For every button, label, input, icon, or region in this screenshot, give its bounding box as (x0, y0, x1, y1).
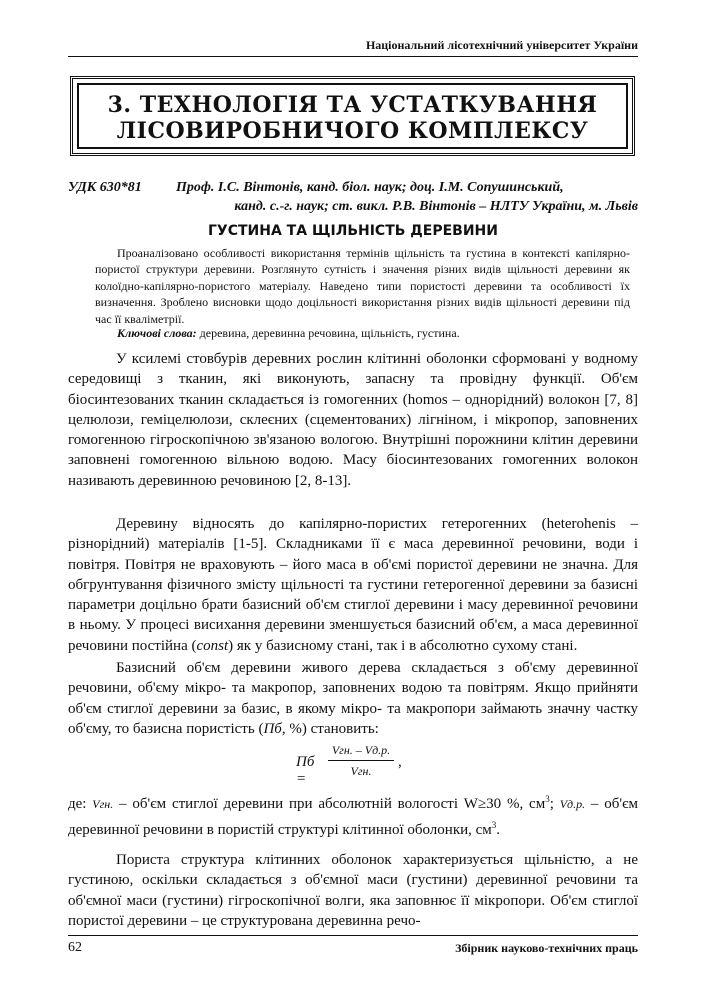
authors-line-1: Проф. І.С. Вінтонів, канд. біол. наук; доц. І.М. Сопушинський, (176, 180, 564, 195)
porosity-symbol: Пб (263, 720, 282, 737)
running-header: Національний лісотехнічний університет України (365, 38, 638, 52)
keywords-label: Ключові слова: (117, 326, 197, 340)
body-paragraph-2 (68, 514, 638, 656)
udk-code: УДК 630*81 (68, 180, 142, 195)
abstract-text: Проаналізовано особливості використання термінів щільність та густина в контексті капілярно-пористої структури деревини. Розглянуто сутність і значення різних видів щільності деревини як колоїдно-капілярно-пористого матеріалу. Наведено типи пористості деревини та особливості їх визначення. Зроблено висновки щодо доцільності використання різних видів щільності деревини під час її кваліметрії. (95, 246, 630, 326)
section-title-line-2: ЛІСОВИРОБНИЧОГО КОМПЛЕКСУ (116, 118, 589, 144)
body-paragraph-4 (68, 850, 638, 931)
formula-numerator: Vгн. – Vд.р. (331, 743, 391, 757)
formula-lhs: Пб = (296, 754, 315, 787)
const-term: const (196, 637, 229, 654)
period: . (496, 822, 501, 838)
article-title: ГУСТИНА ТА ЩІЛЬНІСТЬ ДЕРЕВИНИ (208, 223, 498, 239)
keywords (95, 325, 630, 341)
authors-line-2: канд. с.-г. наук; ст. викл. Р.В. Вінтонів – НЛТУ України, м. Львів (234, 199, 638, 214)
symbol-v-dr: Vд.р. (559, 797, 586, 811)
formula-fraction (328, 742, 394, 779)
separator: ; (549, 796, 560, 812)
superscript: 3 (491, 820, 497, 830)
section-title-line-1: 3. ТЕХНОЛОГІЯ ТА УСТАТКУВАННЯ (107, 92, 598, 118)
body-paragraph-3 (68, 658, 638, 739)
formula-comma: , (398, 754, 402, 770)
formula-denominator: Vгн. (350, 764, 372, 778)
body-paragraph-1 (68, 349, 638, 491)
paragraph-text: Пориста структура клітинних оболонок характеризується щільністю, а не густиною, оскільки складається з об'ємної маси (густини) деревинної речовини та об'ємної маси (густини) гігроскопічної волги, яка заповнює її мікропори. Об'єм стиглої пористої деревини – це структурована деревинна речо- (68, 852, 638, 929)
section-title-box (70, 76, 635, 156)
fraction-bar (328, 760, 394, 761)
definition-text: – об'єм стиглої деревини при абсолютній вологості W≥30 %, см (113, 796, 546, 812)
section-title (73, 92, 632, 144)
udk-authors-line (68, 178, 638, 197)
symbol-v-gn: Vгн. (92, 797, 114, 811)
paragraph-text: ) як у базисному стані, так і в абсолютно сухому стані. (228, 637, 578, 654)
superscript: 3 (545, 794, 550, 804)
footer-rule (68, 935, 638, 936)
paragraph-text: , %) становить: (281, 720, 379, 737)
where-label: де: (68, 796, 93, 812)
where-definitions (68, 789, 638, 841)
keywords-list: деревина, деревинна речовина, щільність, густина. (196, 326, 460, 340)
journal-name: Збірник науково-технічних праць (455, 941, 638, 955)
abstract (95, 245, 630, 327)
paragraph-text: Базисний об'єм деревини живого дерева складається з об'єму деревинної речовини, об'єму мікро- та макропор, заповнених водою та повітрям. Якщо прийняти об'єм стиглої деревини за базис, в якому мікро- та макропори займають значну частку об'єму, то базисна пористість ( (68, 660, 638, 737)
page-number: 62 (68, 940, 82, 955)
paragraph-text: Деревину відносять до капілярно-пористих гетерогенних (heterohenis –різнорідний) матеріалів [1-5]. Складниками її є маса деревинної речовини, води і повітря. Повітря не враховують – його маса в об'ємі пористої деревини не значна. Для обгрунтування фізичного змісту щільності та густини гетерогенної деревини за базисні параметри доцільно брати базисний об'єм стиглої деревини і масу деревинної речовини в ньому. У процесі висихання деревини зменшується базисний об'єм, а маса деревинної речовини постійна ( (68, 516, 638, 654)
header-rule (68, 56, 638, 57)
definition-text: – об'єм деревинної речовини в пористій структурі клітинної оболонки, см (68, 796, 639, 838)
paragraph-text: У ксилемі стовбурів деревних рослин клітинні оболонки сформовані у водному середовищі з тканин, які виконують, запасну та провідну функції. Об'єм біосинтезованих тканин складається із гомогенних (homos – однорідний) волокон [7, 8] целюлози, геміцелюлози, склеєних (сцементованих) лігніном, і мікропор, заповнених гомогенною гігроскопічною зв'язаною вологою. Внутрішні порожнини клітин деревини заповнені гомогенною вільною водою. Масу біосинтезованих гомогенних волокон називають деревинною речовиною [2, 8-13]. (68, 351, 638, 489)
